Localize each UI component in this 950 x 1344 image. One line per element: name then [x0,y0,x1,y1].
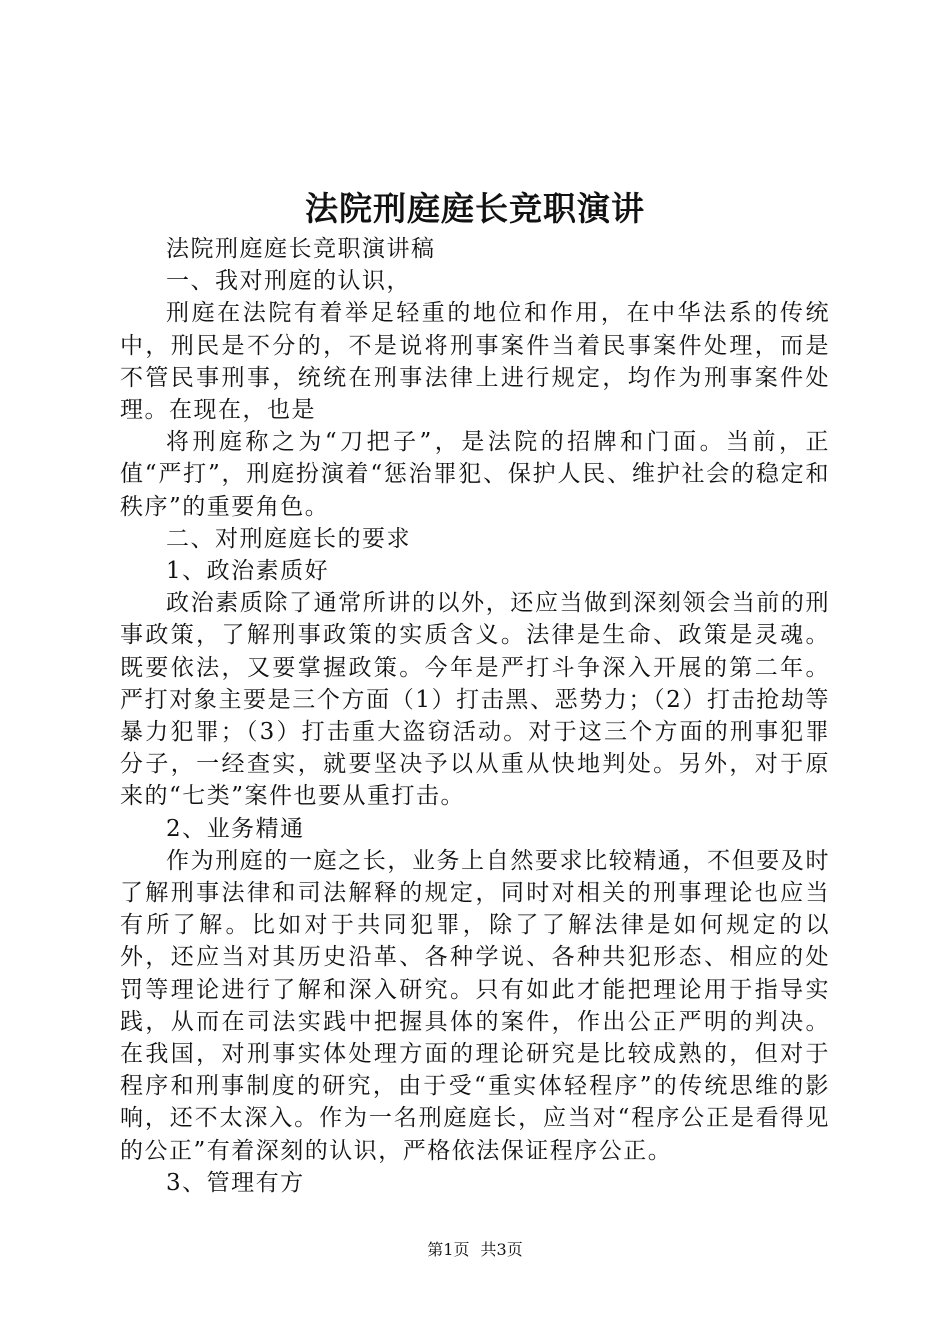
page-total: 共3页 [480,1240,523,1259]
page-footer [0,1238,950,1262]
paragraph: 作为刑庭的一庭之长，业务上自然要求比较精通，不但要及时了解刑事法律和司法解释的规定，同时对相关的刑事理论也应当有所了解。比如对于共同犯罪，除了了解法律是如何规定的以外，还应当对其历史沿革、各种学说、各种共犯形态、相应的处罚等理论进行了解和深入研究。只有如此才能把理论用于指导实践，从而在司法实践中把握具体的案件，作出公正严明的判决。在我国，对刑事实体处理方面的理论研究是比较成熟的，但对于程序和刑事制度的研究，由于受“重实体轻程序”的传统思维的影响，还不太深入。作为一名刑庭庭长，应当对“程序公正是看得见的公正”有着深刻的认识，严格依法保证程序公正。 [120,847,830,1164]
paragraph: 将刑庭称之为“刀把子”，是法院的招牌和门面。当前，正值“严打”，刑庭扮演着“惩治罪犯、保护人民、维护社会的稳定和秩序”的重要角色。 [120,429,830,520]
subsection-heading: 3、管理有方 [166,1169,305,1196]
section-heading: 一、我对刑庭的认识， [166,268,411,295]
paragraph: 政治素质除了通常所讲的以外，还应当做到深刻领会当前的刑事政策，了解刑事政策的实质含义。法律是生命、政策是灵魂。既要依法，又要掌握政策。今年是严打斗争深入开展的第二年。严打对象主要是三个方面（1）打击黑、恶势力；（2）打击抢劫等暴力犯罪；（3）打击重大盗窃活动。对于这三个方面的刑事犯罪分子，一经查实，就要坚决予以从重从快地判处。另外，对于原来的“七类”案件也要从重打击。 [120,590,830,810]
subsection-heading: 2、业务精通 [166,815,305,842]
paragraph: 刑庭在法院有着举足轻重的地位和作用，在中华法系的传统中，刑民是不分的，不是说将刑事案件当着民事案件处理，而是不管民事刑事，统统在刑事法律上进行规定，均作为刑事案件处理。在现在，也是 [120,300,830,424]
paragraph: 法院刑庭庭长竞职演讲稿 [166,236,436,262]
subsection-heading: 1、政治素质好 [166,558,330,585]
document-title: 法院刑庭庭长竞职演讲 [305,189,645,228]
section-heading: 二、对刑庭庭长的要求 [166,525,411,552]
document-body [120,233,830,1199]
page-number: 第1页 [427,1240,470,1259]
